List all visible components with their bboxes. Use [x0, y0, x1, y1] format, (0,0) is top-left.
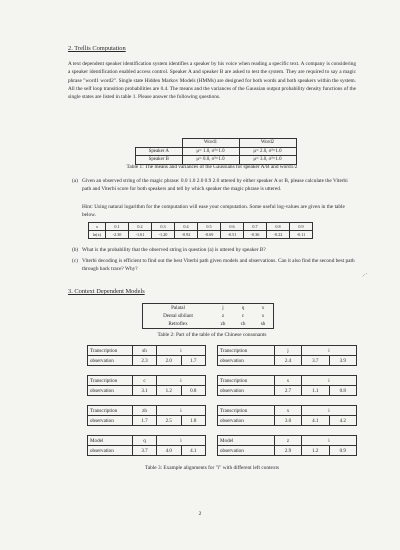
alignment-cell: i — [157, 346, 206, 356]
table-2-cell: c — [241, 313, 245, 319]
alignment-cell: z — [275, 436, 302, 446]
alignment-head-row — [218, 406, 357, 416]
alignment-table — [217, 345, 357, 366]
table-1-caption: Table 1: The means and variances of the Gaussians for speaker A/B and word1/2 — [126, 164, 298, 170]
alignment-obs-row — [218, 386, 357, 396]
table-1-header: Word2 — [239, 139, 296, 148]
table-2-consonants — [142, 303, 274, 329]
table-1-cell: Speaker B — [136, 156, 183, 165]
table-1-cell: μ= 1.0, σ²=1.0 — [182, 147, 239, 156]
question-c-text: Viterbi decoding is efficient to find out the best Viterbi path given models and observations. Can it also find the second best path through back trace? Why? — [82, 258, 355, 273]
alignment-head-row — [218, 346, 357, 356]
table-2-cell: s — [262, 313, 264, 319]
alignment-table — [217, 435, 357, 456]
table-2-cell: q — [241, 305, 245, 311]
alignment-cell: c — [133, 376, 157, 386]
table-1-cell: μ= 3.0, σ²=1.0 — [239, 156, 296, 165]
alignment-cell: 1.8 — [181, 416, 206, 426]
log-table-cell: 0.6 — [221, 223, 244, 231]
alignment-obs-row — [88, 416, 206, 426]
alignment-cell: 0.9 — [329, 446, 357, 456]
log-table-cell: 0.8 — [267, 223, 290, 231]
table-2-cell: Palatal — [171, 305, 185, 311]
alignment-head-row — [88, 346, 206, 356]
alignment-cell: observation — [218, 386, 275, 396]
alignment-cell: i — [302, 346, 357, 356]
log-table-cell: -0.92 — [175, 231, 198, 239]
log-table-cell: 0.7 — [244, 223, 267, 231]
table-2-row — [143, 304, 274, 313]
alignment-table — [87, 345, 206, 366]
table-2-caption: Table 2: Part of the table of the Chinese consonants — [157, 332, 267, 338]
alignment-table — [217, 375, 357, 396]
alignment-head-row — [218, 436, 357, 446]
log-table-cell: 0.1 — [106, 223, 129, 231]
alignment-cell: sh — [133, 346, 157, 356]
table-1-cell: Speaker A — [136, 147, 183, 156]
alignment-cell: Transcription — [218, 376, 275, 386]
question-a — [72, 177, 358, 203]
log-table-cell: -0.69 — [198, 231, 221, 239]
table-1-row — [136, 156, 297, 165]
alignment-cell: 0.8 — [329, 386, 357, 396]
alignment-cell: 2.0 — [157, 356, 182, 366]
alignment-cell: i — [157, 436, 206, 446]
table-2-row — [143, 312, 274, 320]
log-table-x-row — [89, 223, 313, 231]
alignment-cell: 3.1 — [133, 386, 157, 396]
alignment-cell: Transcription — [88, 406, 133, 416]
alignment-table — [217, 405, 357, 426]
question-c — [72, 257, 358, 275]
alignment-obs-row — [88, 446, 206, 456]
alignment-cell: Transcription — [218, 346, 275, 356]
section-2-intro: A text dependent speaker identification system identifies a speaker by his voice when reading a specific text. A company is considering a speaker identification enabled access control. Speaker A and speaker B are asked to test the system. They are required to say a magic phrase "word1 word2". Single state Hidden Markov Models (HMMs) are designed for both words and both speakers within the system. All the self loop transition probabilities are 0.4. The means and the variances of the Gaussian output probability density functions of the single states are listed in table 1. Please answer the following questions. — [68, 61, 356, 101]
section-3-title: 3. Context Dependent Models — [68, 288, 145, 295]
alignment-cell: 1.7 — [133, 416, 157, 426]
table-2-cell: j — [222, 305, 224, 311]
alignment-cell: observation — [218, 416, 275, 426]
alignment-cell: 4.1 — [302, 416, 330, 426]
table-2-cell: Dental sibilant — [163, 313, 193, 319]
alignment-table — [87, 405, 206, 426]
alignment-head-row — [88, 436, 206, 446]
alignment-cell: x — [275, 406, 302, 416]
alignment-cell: Model — [88, 436, 133, 446]
table-1-corner — [136, 139, 183, 148]
alignment-cell: 3.7 — [302, 356, 330, 366]
alignment-cell: observation — [88, 386, 133, 396]
log-table-cell: -1.61 — [129, 231, 152, 239]
table-1-header-row — [136, 139, 297, 148]
log-table-cell: -0.36 — [244, 231, 267, 239]
alignment-cell: 2.5 — [157, 416, 182, 426]
alignment-cell: s — [275, 376, 302, 386]
alignment-cell: 3.0 — [275, 416, 302, 426]
alignment-cell: zh — [133, 406, 157, 416]
alignment-cell: 1.1 — [302, 386, 330, 396]
alignment-cell: i — [157, 406, 206, 416]
log-table-cell: -0.51 — [221, 231, 244, 239]
alignment-cell: i — [302, 376, 357, 386]
log-table-cell: 0.5 — [198, 223, 221, 231]
log-table-cell: 0.3 — [152, 223, 175, 231]
section-2-title: 2. Trellis Computation — [68, 45, 126, 52]
log-table-lnx-row — [89, 231, 313, 239]
log-table-cell: 0.9 — [290, 223, 313, 231]
pencil-mark-icon: ⸝· — [362, 270, 368, 278]
alignment-cell: observation — [88, 446, 133, 456]
alignment-cell: i — [302, 406, 357, 416]
log-table-cell: x — [89, 223, 106, 231]
alignment-cell: 2.3 — [133, 356, 157, 366]
table-1-cell: μ= 0.0, σ²=1.0 — [182, 156, 239, 165]
alignment-cell: q — [133, 436, 157, 446]
log-table-cell: -0.11 — [290, 231, 313, 239]
alignment-cell: 1.2 — [302, 446, 330, 456]
question-a-hint: Hint: Using natural logarithm for the computation will ease your computation. Some useful log-values are given in the table below. — [82, 204, 345, 219]
log-table-cell: -1.20 — [152, 231, 175, 239]
alignment-cell: 4.2 — [329, 416, 357, 426]
alignment-table — [87, 375, 206, 396]
table-2-cell: Retroflex — [168, 321, 188, 327]
alignment-cell: i — [302, 436, 357, 446]
alignment-cell: Transcription — [218, 406, 275, 416]
alignment-cell: j — [275, 346, 302, 356]
alignment-cell: 0.8 — [181, 386, 206, 396]
alignment-cell: Transcription — [88, 376, 133, 386]
alignment-cell: 2.9 — [275, 446, 302, 456]
table-3-caption: Table 3: Example alignments for "i" with different left contexts — [144, 465, 280, 471]
alignment-obs-row — [88, 356, 206, 366]
log-table-cell: ln(x) — [89, 231, 106, 239]
question-c-label: (c) — [72, 258, 78, 264]
alignment-obs-row — [218, 416, 357, 426]
log-table-cell: -2.30 — [106, 231, 129, 239]
log-table-cell: 0.4 — [175, 223, 198, 231]
alignment-cell: 1.7 — [181, 356, 206, 366]
table-2-cell: x — [261, 305, 265, 311]
alignment-obs-row — [88, 386, 206, 396]
log-table-cell: 0.2 — [129, 223, 152, 231]
alignment-cell: 4.1 — [181, 446, 206, 456]
page-number: 2 — [198, 511, 202, 517]
table-2-cell: ch — [240, 321, 246, 327]
log-table-cell: -0.22 — [267, 231, 290, 239]
table-1-cell: μ= 2.0, σ²=1.0 — [239, 147, 296, 156]
alignment-cell: 3.9 — [329, 356, 357, 366]
table-1-header: Word1 — [182, 139, 239, 148]
question-a-text: Given an observed string of the magic phrase: 0.0 1.0 2.0 0.9 2.0 uttered by either speaker A or B, please calculate the Viterbi path and Viterbi score for both speakers and tell by which speaker the magic phrase is uttered. — [82, 178, 348, 193]
alignment-cell: observation — [88, 416, 133, 426]
alignment-obs-row — [218, 356, 357, 366]
alignment-cell: 1.2 — [157, 386, 182, 396]
alignment-head-row — [88, 376, 206, 386]
table-2-cell: zh — [220, 321, 226, 327]
alignment-cell: 2.4 — [275, 356, 302, 366]
alignment-cell: 4.0 — [157, 446, 182, 456]
alignment-head-row — [218, 376, 357, 386]
table-1-gaussians — [135, 138, 297, 165]
alignment-obs-row — [218, 446, 357, 456]
alignment-cell: Transcription — [88, 346, 133, 356]
alignment-head-row — [88, 406, 206, 416]
alignment-table — [87, 435, 206, 456]
alignment-cell: Model — [218, 436, 275, 446]
alignment-cell: 3.7 — [133, 446, 157, 456]
alignment-cell: observation — [88, 356, 133, 366]
log-values-table — [88, 222, 313, 239]
question-b — [72, 246, 358, 255]
table-2-row — [143, 320, 274, 329]
alignment-cell: observation — [218, 356, 275, 366]
question-b-text: What is the probability that the observed string in question (a) is uttered by speaker B? — [82, 247, 266, 253]
alignment-cell: 2.7 — [275, 386, 302, 396]
alignment-cell: observation — [218, 446, 275, 456]
question-b-label: (b) — [72, 247, 79, 253]
question-a-label: (a) — [72, 178, 78, 184]
table-2-cell: sh — [260, 321, 266, 327]
alignment-cell: i — [157, 376, 206, 386]
table-2-cell: z — [221, 313, 225, 319]
table-1-row — [136, 147, 297, 156]
